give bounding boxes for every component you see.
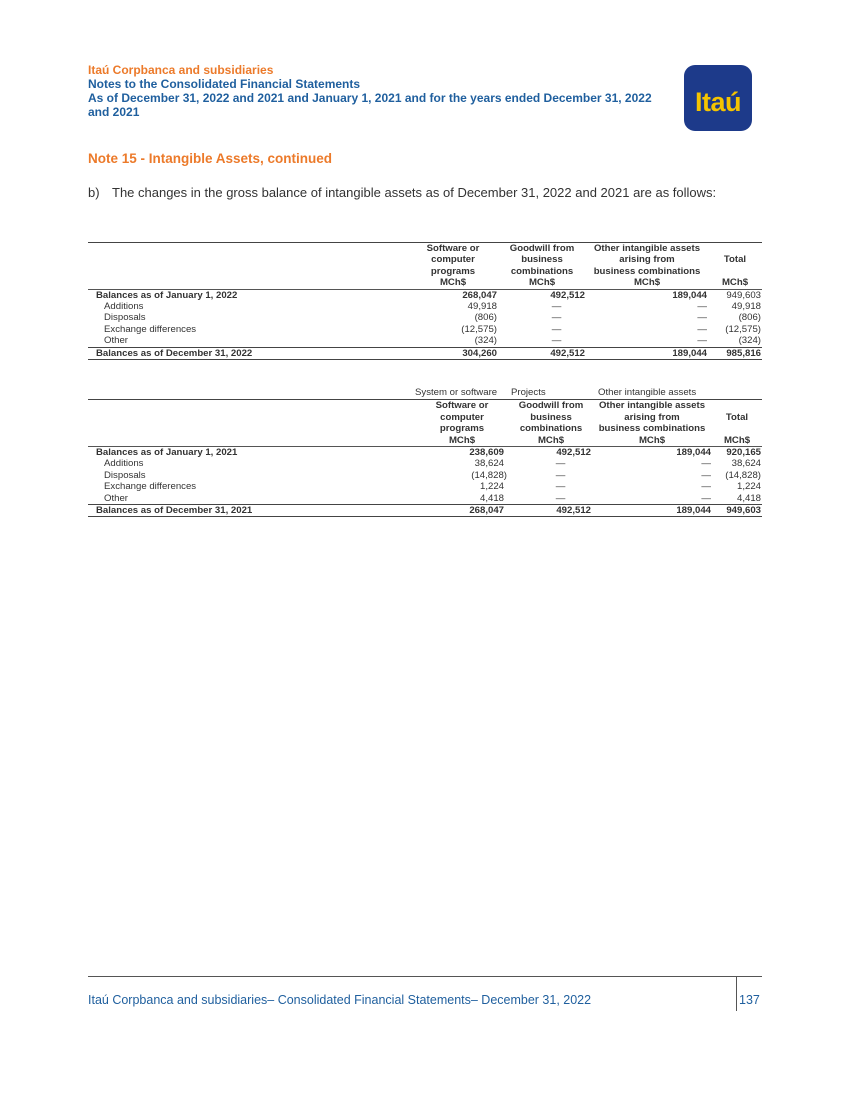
col-header-software: Software or computer programs xyxy=(408,243,498,278)
table-row-closing: Balances as of December 31, 2021 268,047 492,512 189,044 949,603 xyxy=(88,505,762,517)
table-row-closing: Balances as of December 31, 2022 304,260 492,512 189,044 985,816 xyxy=(88,347,762,359)
table-row: Other (324) — — (324) xyxy=(104,335,761,347)
table-row: Disposals (14,828) — — (14,828) xyxy=(104,469,761,481)
category-row xyxy=(88,387,762,400)
table-header-row xyxy=(88,400,762,435)
table-row: Exchange differences 1,224 — — 1,224 xyxy=(104,481,761,493)
col-header-goodwill: Goodwill from business combinations xyxy=(510,400,592,435)
intro-paragraph xyxy=(88,185,716,200)
company-name: Itaú Corpbanca and subsidiaries xyxy=(88,63,274,77)
document-title: Notes to the Consolidated Financial Statements xyxy=(88,77,361,91)
footer-vertical-divider xyxy=(736,977,737,1011)
itau-logo xyxy=(684,65,752,131)
table-row: Exchange differences (12,575) — — (12,575) xyxy=(104,323,761,335)
logo-text: Itaú xyxy=(694,87,741,117)
category-projects: Projects xyxy=(511,387,546,398)
footer-text: Itaú Corpbanca and subsidiaries– Consolidated Financial Statements– December 31, 2022 xyxy=(88,993,592,1007)
units-row: MCh$ MCh$ MCh$ MCh$ xyxy=(88,435,762,447)
category-other: Other intangible assets xyxy=(598,387,697,398)
units-row: MCh$ MCh$ MCh$ MCh$ xyxy=(88,277,762,289)
table-row-opening: Balances as of January 1, 2022 268,047 492,512 189,044 949,603 xyxy=(96,289,761,301)
col-header-total: Total xyxy=(712,400,762,435)
period-line-1: As of December 31, 2022 and 2021 and January 1, 2021 and for the years ended December 31, 2022 xyxy=(88,91,652,105)
col-header-total: Total xyxy=(708,243,762,278)
period-line-2: and 2021 xyxy=(88,105,140,119)
page-header xyxy=(88,63,688,119)
col-header-goodwill: Goodwill from business combinations xyxy=(498,243,586,278)
col-header-other-intangible: Other intangible assets arising from business combinations xyxy=(592,400,712,435)
table-row-opening: Balances as of January 1, 2021 238,609 492,512 189,044 920,165 xyxy=(96,447,761,459)
category-software: System or software xyxy=(415,387,498,398)
col-header-software: Software or computer programs xyxy=(414,400,510,435)
table-2021 xyxy=(88,387,762,517)
table-row: Disposals (806) — — (806) xyxy=(104,312,761,324)
table-row: Additions 49,918 — — 49,918 xyxy=(104,301,761,313)
page-number: 137 xyxy=(739,993,760,1007)
note-title: Note 15 - Intangible Assets, continued xyxy=(88,151,333,166)
table-row: Additions 38,624 — — 38,624 xyxy=(104,458,761,470)
table-header-row xyxy=(88,243,762,278)
intro-text: The changes in the gross balance of intangible assets as of December 31, 2022 and 2021 are as follows: xyxy=(112,185,717,200)
intro-label: b) xyxy=(88,185,100,200)
col-header-other-intangible: Other intangible assets arising from business combinations xyxy=(586,243,708,278)
footer-divider xyxy=(88,976,762,977)
table-2022 xyxy=(88,242,762,360)
table-row: Other 4,418 — — 4,418 xyxy=(104,492,761,504)
